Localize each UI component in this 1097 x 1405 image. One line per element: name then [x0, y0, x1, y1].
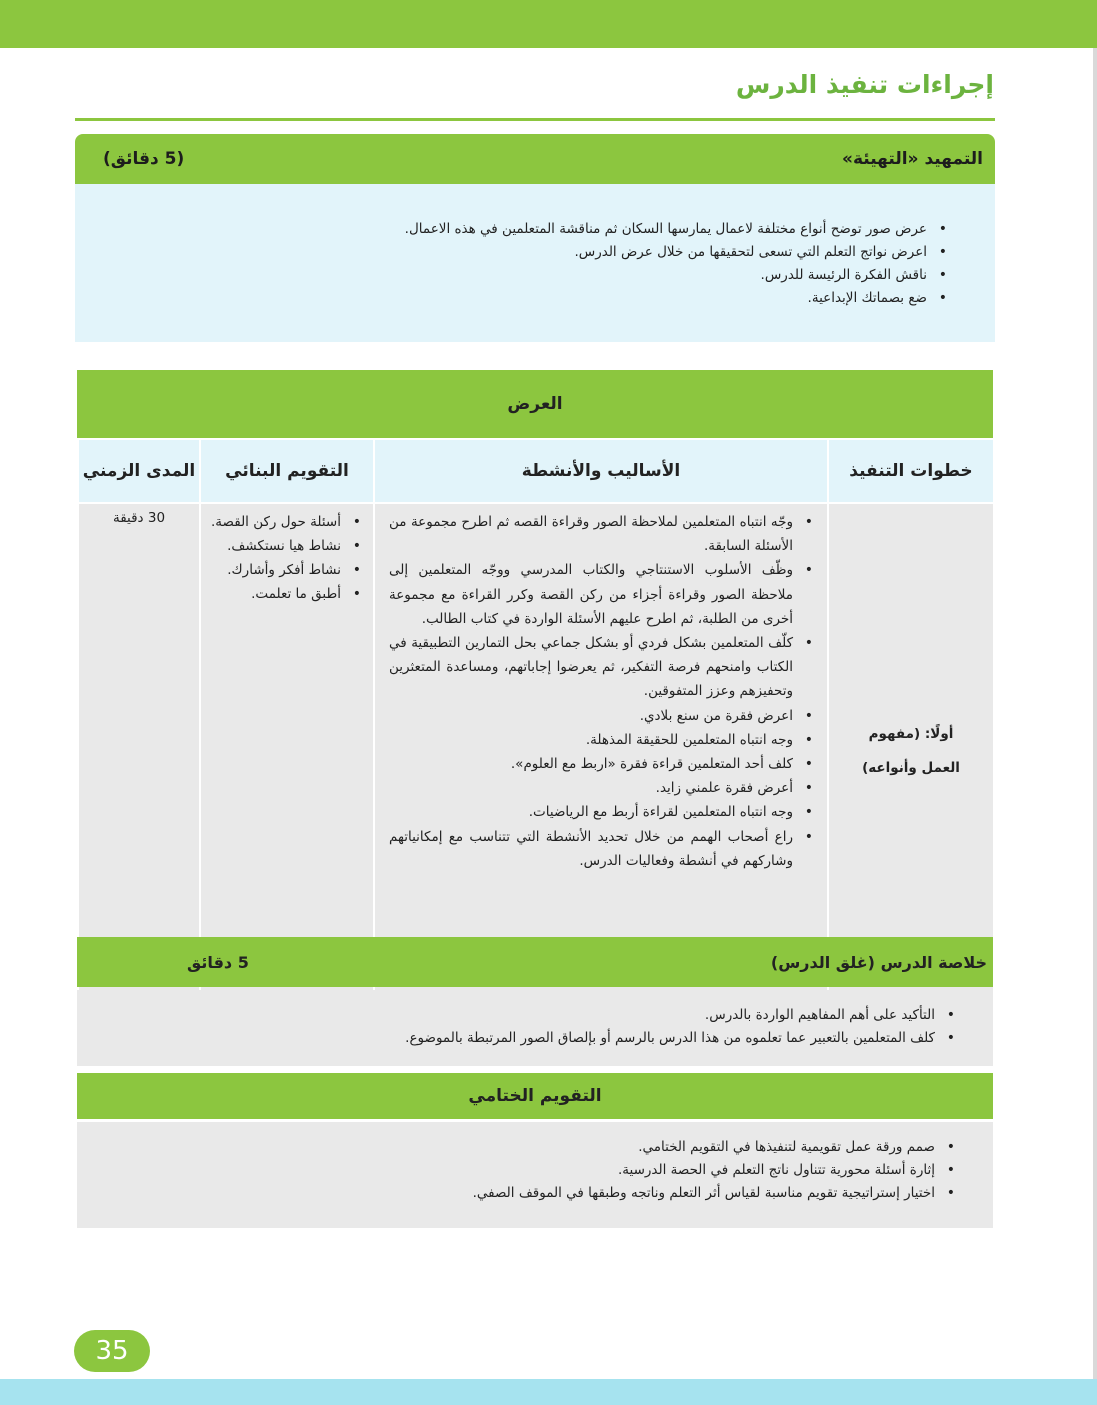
intro-duration: (5 دقائق) [103, 149, 185, 169]
bottom-color-band [0, 1379, 1097, 1405]
list-item: • راع أصحاب الهمم من خلال تحديد الأنشطة التي تتناسب مع إمكانياتهم وشاركهم في أنشطة وفعاليات الدرس. [389, 825, 815, 873]
summary-title: خلاصة الدرس (غلق الدرس) [770, 952, 987, 972]
list-item: • كلّف المتعلمين بشكل فردي أو بشكل جماعي بحل التمارين التطبيقية في الكتاب وامنحهم فرصة التفكير، ثم يعرضوا إجاباتهم، ومساعدة المتعثرين وتحفيزهم وعزز المتفوقين. [389, 631, 815, 704]
methods-list [389, 510, 815, 873]
list-item: • ناقش الفكرة الرئيسة للدرس. [95, 264, 949, 287]
evaluation-list [207, 510, 363, 606]
evaluation-cell [200, 503, 374, 998]
summary-header [77, 937, 993, 987]
summary-list [87, 1004, 957, 1050]
intro-body [75, 184, 995, 342]
time-cell: 30 دقيقة [78, 503, 200, 998]
list-item: • التأكيد على أهم المفاهيم الواردة بالدرس. [87, 1004, 957, 1027]
list-item: • وجّه انتباه المتعلمين لملاحظة الصور وقراءة القصه ثم اطرح مجموعة من الأسئلة السابقة. [389, 510, 815, 558]
list-item: • إثارة أسئلة محورية تتناول ناتج التعلم في الحصة الدرسية. [87, 1159, 957, 1182]
summary-duration: 5 دقائق [187, 952, 249, 972]
intro-list [95, 218, 949, 310]
table-header-row [78, 439, 994, 503]
methods-cell [374, 503, 828, 998]
list-item: • وجه انتباه المتعلمين لقراءة أربط مع الرياضيات. [389, 800, 815, 824]
list-item: • عرض صور توضح أنواع مختلفة لاعمال يمارسها السكان ثم مناقشة المتعلمين في هذه الاعمال. [95, 218, 949, 241]
list-item: • نشاط أفكر وأشارك. [207, 558, 363, 582]
list-item: • كلف المتعلمين بالتعبير عما تعلموه من هذا الدرس بالرسم أو بإلصاق الصور المرتبطة بالموضوع. [87, 1027, 957, 1050]
list-item: • كلف أحد المتعلمين قراءة فقرة «اربط مع العلوم». [389, 752, 815, 776]
header-steps: خطوات التنفيذ [828, 439, 994, 503]
final-evaluation-title: التقويم الختامي [468, 1086, 602, 1106]
list-item: • أطبق ما تعلمت. [207, 582, 363, 606]
list-item: • اختيار إستراتيجية تقويم مناسبة لقياس أثر التعلم وناتجه وطبقها في الموقف الصفي. [87, 1182, 957, 1205]
list-item: • صمم ورقة عمل تقويمية لتنفيذها في التقويم الختامي. [87, 1136, 957, 1159]
final-evaluation-body [77, 1122, 993, 1228]
list-item: • نشاط هيا نستكشف. [207, 534, 363, 558]
list-item: • اعرض نواتج التعلم التي تسعى لتحقيقها من خلال عرض الدرس. [95, 241, 949, 264]
step-line: العمل وأنواعه) [862, 759, 960, 776]
header-time: المدى الزمني [78, 439, 200, 503]
list-item: • اعرض فقرة من سنع بلادي. [389, 704, 815, 728]
table-row [78, 503, 994, 998]
header-methods: الأساليب والأنشطة [374, 439, 828, 503]
list-item: • أسئلة حول ركن القصة. [207, 510, 363, 534]
top-color-band [0, 0, 1097, 48]
intro-title: التمهيد «التهيئة» [842, 149, 983, 169]
presentation-header [77, 370, 993, 438]
presentation-title: العرض [507, 394, 563, 414]
final-evaluation-list [87, 1136, 957, 1205]
intro-header [75, 134, 995, 184]
step-line: أولًا: (مفهوم [868, 725, 954, 742]
header-evaluation: التقويم البنائي [200, 439, 374, 503]
summary-body [77, 990, 993, 1066]
page-edge [1093, 48, 1097, 1379]
list-item: • ضع بصماتك الإبداعية. [95, 287, 949, 310]
list-item: • وظّف الأسلوب الاستنتاجي والكتاب المدرسي ووجّه المتعلمين إلى ملاحظة الصور وقراءة أجزاء من ركن القصة وكرر القراءة مع مجموعة أخرى من الطلبة، ثم اطرح عليهم الأسئلة الواردة في كتاب الطالب. [389, 558, 815, 631]
page-number: 35 [74, 1330, 150, 1372]
steps-cell [828, 503, 994, 998]
list-item: • أعرض فقرة علمني زايد. [389, 776, 815, 800]
presentation-table [77, 438, 995, 999]
list-item: • وجه انتباه المتعلمين للحقيقة المذهلة. [389, 728, 815, 752]
page-title: إجراءات تنفيذ الدرس [735, 70, 994, 99]
title-divider [75, 118, 995, 121]
final-evaluation-header [77, 1073, 993, 1119]
